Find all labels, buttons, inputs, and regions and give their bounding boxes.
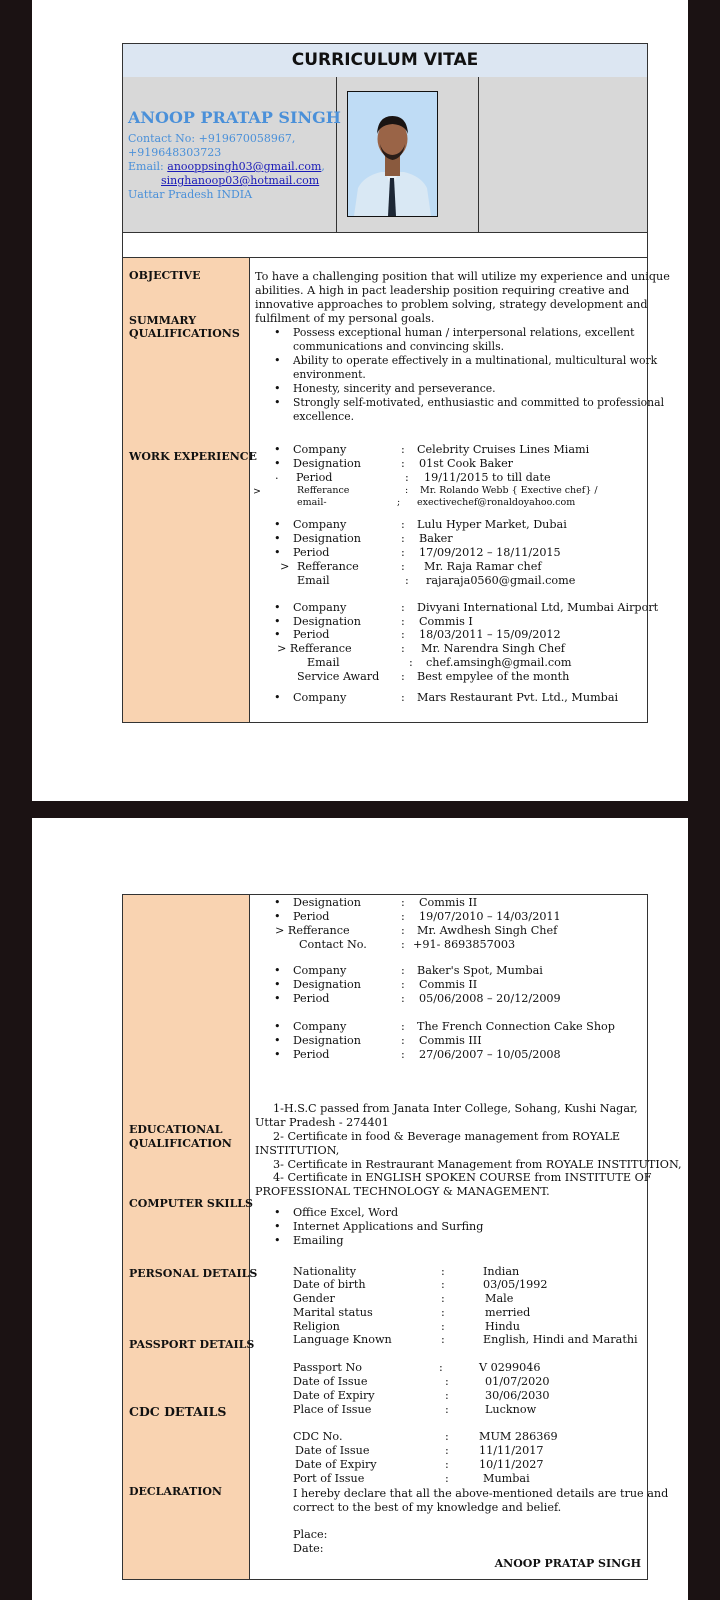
bullet: • [274,978,281,991]
declaration-line: correct to the best of my knowledge and belief. [293,1501,562,1514]
work-reference: Mr. Raja Ramar chef [424,560,542,573]
colon: : [405,471,409,484]
colon: : [445,1403,449,1416]
summary-item: Possess exceptional human / interpersonal relations, excellent [293,326,635,339]
work-period: 17/09/2012 – 18/11/2015 [419,546,561,559]
bullet: • [274,518,281,531]
work-designation: 01st Cook Baker [419,457,514,470]
cdc-value: MUM 286369 [479,1430,558,1443]
colon: : [445,1458,449,1471]
personal-label: Gender [293,1292,335,1305]
bullet: • [274,691,281,704]
work-label: Company [293,1020,347,1033]
location: Uattar Pradesh INDIA [128,188,253,201]
passport-value: Lucknow [485,1403,537,1416]
semicolon: ; [397,497,401,508]
section-summary-2: QUALIFICATIONS [129,327,240,340]
bullet: • [274,964,281,977]
colon: : [401,938,405,951]
colon: : [405,574,409,587]
work-award: Best empylee of the month [417,670,570,683]
work-period: 19/11/2015 to till date [424,471,551,484]
declaration-line: I hereby declare that all the above-mentioned details are true and [293,1487,669,1500]
work-label: Designation [293,615,361,628]
profile-photo [347,91,438,217]
work-reference: Mr. Narendra Singh Chef [421,642,565,655]
bullet: • [274,628,281,641]
passport-value: V 0299046 [479,1361,541,1374]
colon: : [401,1034,405,1047]
personal-value: 03/05/1992 [483,1278,548,1291]
cdc-value: 10/11/2027 [479,1458,544,1471]
work-label: > Refferance [277,642,352,655]
colon: : [401,964,405,977]
work-company: Celebrity Cruises Lines Miami [417,443,590,456]
work-period: 19/07/2010 – 14/03/2011 [419,910,561,923]
colon: : [401,670,405,683]
work-label: Email [297,574,330,587]
work-label: email- [297,497,327,508]
section-education: EDUCATIONAL [129,1123,223,1136]
colon: : [401,601,405,614]
summary-item: communications and convincing skills. [293,340,505,353]
section-cdc-details: CDC DETAILS [129,1404,227,1419]
summary-item: Strongly self-motivated, enthusiastic and committed to professional [293,396,665,409]
colon: : [401,560,405,573]
bullet: • [274,615,281,628]
cdc-value: 11/11/2017 [479,1444,544,1457]
cv-frame-page-1 [122,43,670,723]
cdc-label: CDC No. [293,1430,343,1443]
declaration-date: Date: [293,1542,324,1555]
header-divider [478,77,479,232]
cdc-value: Mumbai [483,1472,530,1485]
work-label: Period [293,992,330,1005]
work-label: Period [293,1048,330,1061]
personal-label: Religion [293,1320,340,1333]
colon: : [441,1306,445,1319]
colon: : [441,1278,445,1291]
passport-label: Date of Issue [293,1375,368,1388]
work-company: Baker's Spot, Mumbai [417,964,543,977]
colon: : [401,992,405,1005]
blank-row [123,232,647,258]
section-work-experience: WORK EXPERIENCE [129,450,257,463]
bullet: • [274,601,281,614]
section-personal-details: PERSONAL DETAILS [129,1267,258,1280]
summary-item: Ability to operate effectively in a multinational, multicultural work [293,354,658,367]
work-contact: +91- 8693857003 [413,938,516,951]
colon: : [401,628,405,641]
header-divider [336,77,337,232]
bullet: • [274,326,281,339]
section-education-2: QUALIFICATION [129,1137,232,1150]
colon: : [409,656,413,669]
candidate-name: ANOOP PRATAP SINGH [128,108,341,127]
bullet: • [274,896,281,909]
work-label: Designation [293,1034,361,1047]
work-label: Refferance [297,485,350,496]
bullet: • [274,382,281,395]
colon: : [445,1389,449,1402]
personal-value: Hindu [485,1320,520,1333]
colon: : [441,1265,445,1278]
colon: : [401,546,405,559]
colon: : [401,1048,405,1061]
objective-line: To have a challenging position that will utilize my experience and unique [255,270,670,283]
cdc-label: Port of Issue [293,1472,365,1485]
personal-label: Language Known [293,1333,392,1346]
work-label: Company [293,443,347,456]
colon: : [445,1375,449,1388]
cv-page-1 [32,0,688,801]
cdc-label: Date of Expiry [295,1458,377,1471]
bullet: • [274,396,281,409]
section-passport-details: PASSPORT DETAILS [129,1338,255,1351]
education-line: INSTITUTION, [255,1144,340,1157]
contact-email-row-2 [161,174,319,188]
section-computer-skills: COMPUTER SKILLS [129,1197,253,1210]
summary-item: excellence. [293,410,355,423]
bullet: • [274,1034,281,1047]
personal-label: Date of birth [293,1278,366,1291]
work-company: The French Connection Cake Shop [417,1020,615,1033]
work-label: Company [293,518,347,531]
cv-title: CURRICULUM VITAE [123,44,647,78]
section-objective: OBJECTIVE [129,269,201,282]
skill-item: Office Excel, Word [293,1206,399,1219]
gt-marker: > [253,486,261,497]
work-period: 05/06/2008 – 20/12/2009 [419,992,561,1005]
work-label: Refferance [297,560,359,573]
work-company: Mars Restaurant Pvt. Ltd., Mumbai [417,691,619,704]
work-company: Lulu Hyper Market, Dubai [417,518,567,531]
email-label: Email: [128,160,164,173]
bullet: • [274,992,281,1005]
colon: : [401,896,405,909]
objective-line: abilities. A high in pact leadership position requiring creative and [255,284,630,297]
work-label: Period [293,628,330,641]
work-label: Period [293,546,330,559]
bullet: • [274,546,281,559]
bullet: • [274,443,281,456]
work-email: exectivechef@ronaldoyahoo.com [417,497,576,508]
personal-value: English, Hindi and Marathi [483,1333,638,1346]
contact-email-row [128,160,325,174]
passport-value: 01/07/2020 [485,1375,550,1388]
personal-label: Nationality [293,1265,357,1278]
work-reference: Mr. Awdhesh Singh Chef [417,924,558,937]
person-photo-icon [348,92,437,216]
gt-marker: > [280,560,290,573]
passport-label: Passport No [293,1361,362,1374]
work-designation: Commis III [419,1034,482,1047]
cdc-label: Date of Issue [295,1444,370,1457]
summary-item: Honesty, sincerity and perseverance. [293,382,496,395]
skill-item: Emailing [293,1234,344,1247]
bullet: • [274,1234,281,1247]
colon: : [401,642,405,655]
work-label: Designation [293,978,361,991]
work-label: Company [293,601,347,614]
education-line: PROFESSIONAL TECHNOLOGY & MANAGEMENT. [255,1185,550,1198]
passport-label: Place of Issue [293,1403,372,1416]
passport-value: 30/06/2030 [485,1389,550,1402]
skill-item: Internet Applications and Surfing [293,1220,484,1233]
colon: : [445,1472,449,1485]
colon: : [401,910,405,923]
work-reference: Mr. Rolando Webb { Exective chef} / [420,485,598,496]
work-period: 18/03/2011 – 15/09/2012 [419,628,561,641]
colon: : [401,518,405,531]
bullet: • [274,910,281,923]
contact-phone-2: +919648303723 [128,146,222,159]
section-summary: SUMMARY [129,314,197,327]
bullet: • [274,354,281,367]
colon: : [439,1361,443,1374]
bullet: • [274,1048,281,1061]
work-designation: Commis I [419,615,473,628]
personal-value: Male [485,1292,514,1305]
contact-phone: Contact No: +919670058967, [128,132,296,145]
colon: : [441,1333,445,1346]
colon: : [401,615,405,628]
passport-label: Date of Expiry [293,1389,375,1402]
work-email: rajaraja0560@gmail.come [426,574,576,587]
education-line: 3- Certificate in Restraurant Management from ROYALE INSTITUTION, [273,1158,682,1171]
colon: : [401,691,405,704]
cv-frame-page-2 [122,894,682,1580]
objective-line: fulfilment of my personal goals. [255,312,435,325]
email-link-gmail[interactable]: anooppsingh03@gmail.com [167,160,322,173]
work-designation: Baker [419,532,453,545]
work-label: Company [293,964,347,977]
colon: : [401,457,405,470]
education-line: 1-H.S.C passed from Janata Inter College, Sohang, Kushi Nagar, [273,1102,638,1115]
colon: : [445,1430,449,1443]
objective-line: innovative approaches to problem solving, strategy development and [255,298,648,311]
declaration-place: Place: [293,1528,328,1541]
bullet: • [274,457,281,470]
personal-value: Indian [483,1265,520,1278]
bullet: • [274,532,281,545]
colon: : [445,1444,449,1457]
work-label: Service Award [297,670,380,683]
work-period: 27/06/2007 – 10/05/2008 [419,1048,561,1061]
work-label: Email [307,656,340,669]
colon: : [401,924,405,937]
summary-item: environment. [293,368,366,381]
colon: : [441,1292,445,1305]
colon: : [401,1020,405,1033]
work-email: chef.amsingh@gmail.com [426,656,572,669]
cv-page-2 [32,818,688,1600]
colon: : [401,978,405,991]
work-label: Contact No. [299,938,367,951]
work-company: Divyani International Ltd, Mumbai Airport [417,601,659,614]
email-comma: , [321,160,325,173]
work-label: > Refferance [275,924,350,937]
work-label: Period [293,910,330,923]
work-label: Company [293,691,347,704]
bullet: • [274,1020,281,1033]
section-declaration: DECLARATION [129,1485,222,1498]
work-label: Designation [293,532,361,545]
bullet: • [274,1206,281,1219]
signature-name: ANOOP PRATAP SINGH [494,1557,641,1570]
header-area [123,77,647,233]
personal-label: Marital status [293,1306,373,1319]
work-designation: Commis II [419,978,478,991]
email-link-hotmail[interactable]: singhanoop03@hotmail.com [161,174,320,187]
work-designation: Commis II [419,896,478,909]
colon: : [401,443,405,456]
bullet: • [274,1220,281,1233]
education-line: 2- Certificate in food & Beverage management from ROYALE [273,1130,621,1143]
work-label: Period [296,471,333,484]
work-label: Designation [293,896,361,909]
colon: : [405,485,409,496]
colon: : [401,532,405,545]
colon: : [441,1320,445,1333]
education-line: 4- Certificate in ENGLISH SPOKEN COURSE from INSTITUTE OF [273,1171,652,1184]
work-label: Designation [293,457,361,470]
personal-value: merried [485,1306,531,1319]
section-label-column [123,895,250,1579]
small-dot: . [275,469,279,482]
education-line: Uttar Pradesh - 274401 [255,1116,389,1129]
